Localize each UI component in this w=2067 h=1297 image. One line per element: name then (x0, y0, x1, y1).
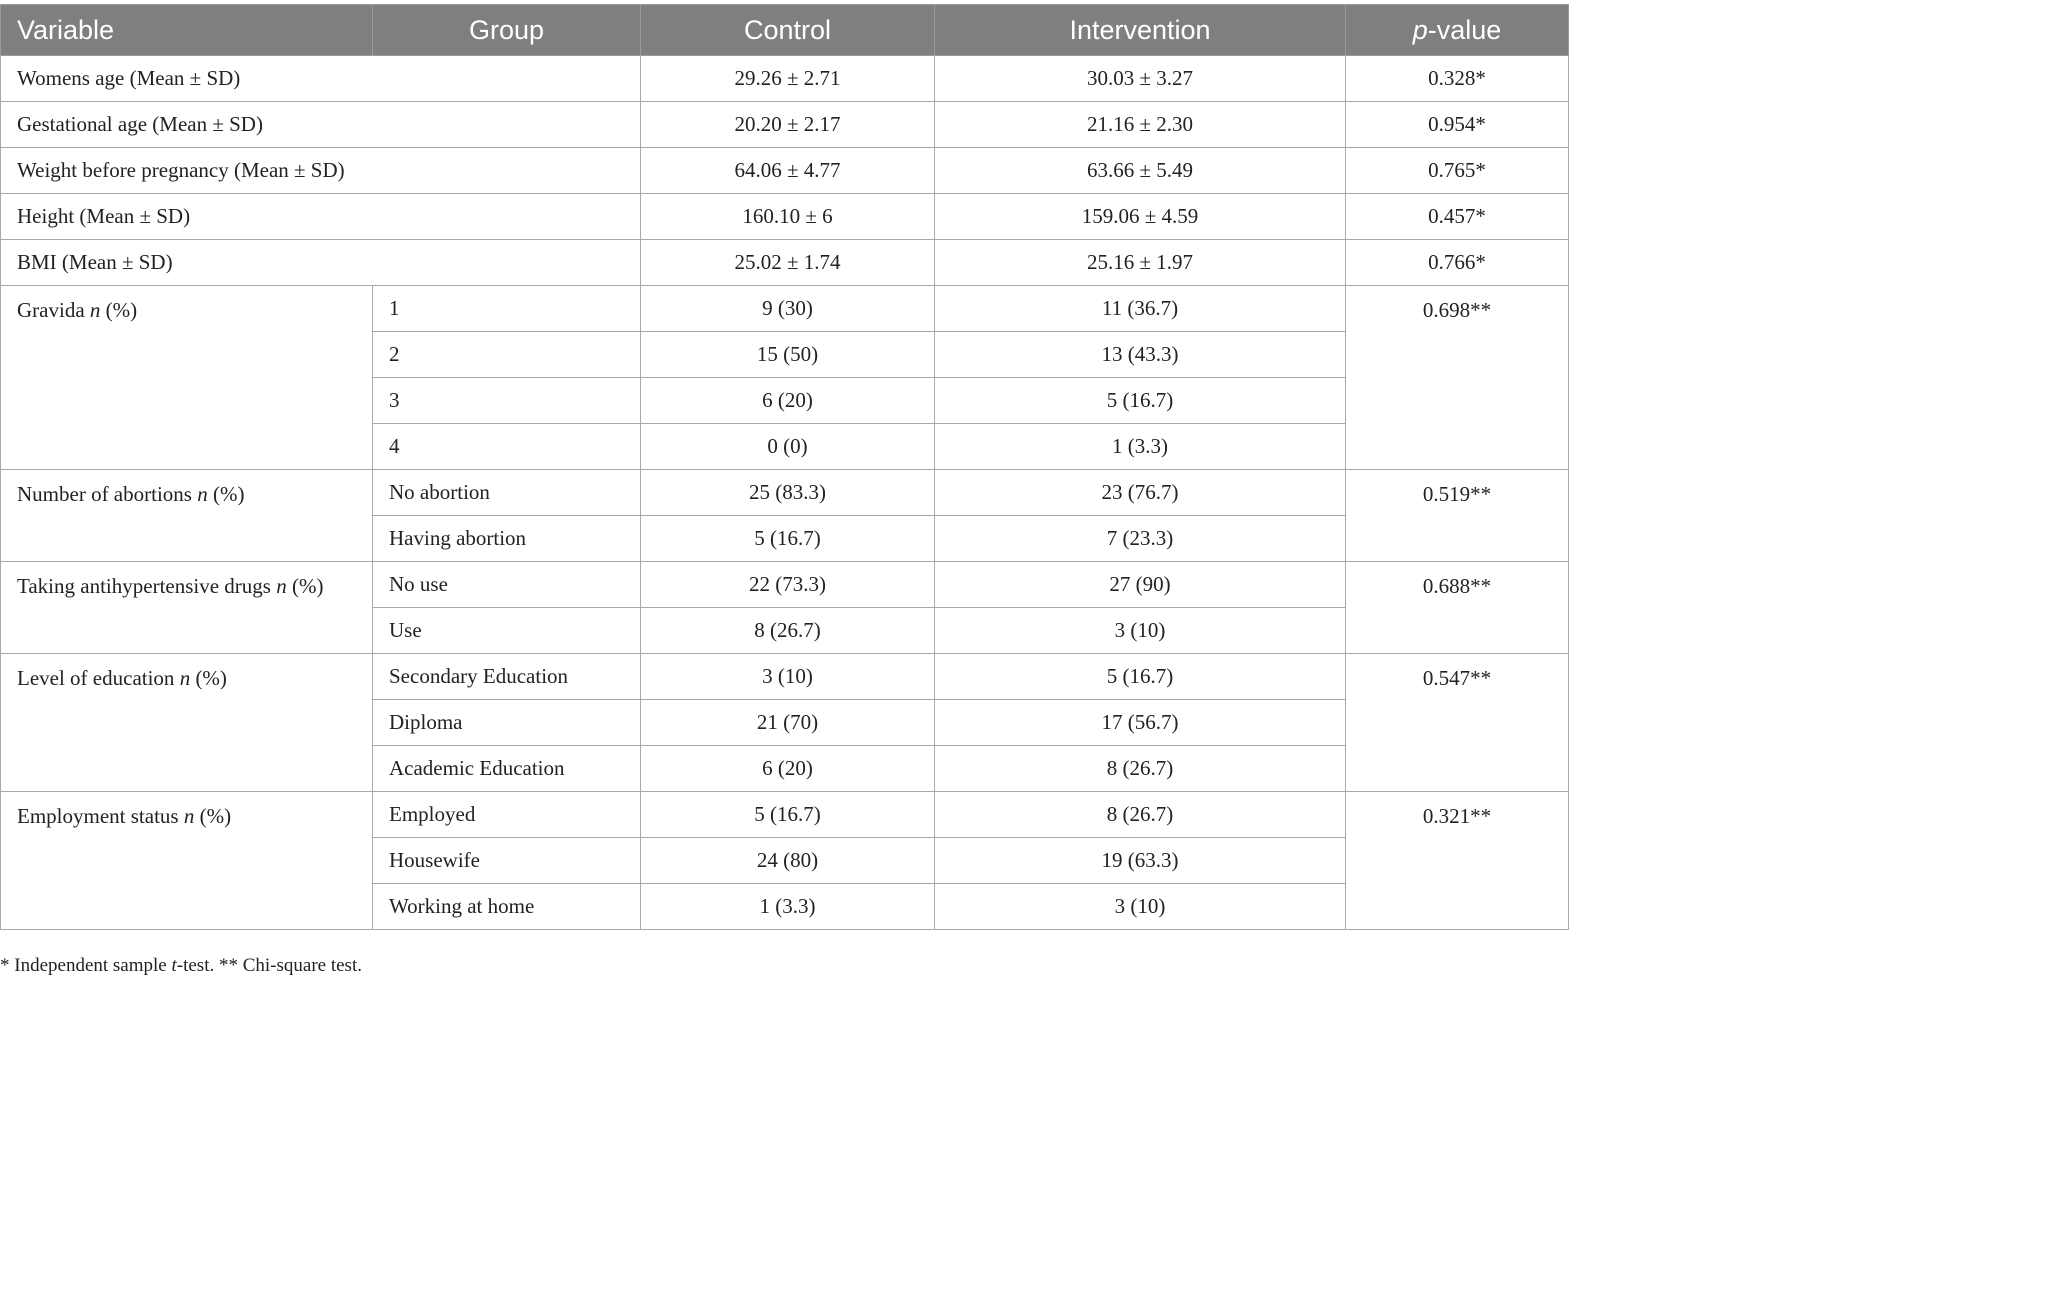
footnote-part2: -test. ** Chi-square test. (176, 955, 362, 976)
variable-cell: Weight before pregnancy (Mean ± SD) (1, 148, 641, 194)
variable-cell: BMI (Mean ± SD) (1, 240, 641, 286)
control-cell: 6 (20) (641, 378, 935, 424)
intervention-cell: 17 (56.7) (935, 700, 1346, 746)
group-cell: 3 (373, 378, 641, 424)
control-cell: 1 (3.3) (641, 884, 935, 930)
baseline-characteristics-table (0, 4, 1569, 930)
control-cell: 24 (80) (641, 838, 935, 884)
intervention-cell: 5 (16.7) (935, 654, 1346, 700)
n-italic-label: n (276, 574, 287, 598)
group-cell: 2 (373, 332, 641, 378)
intervention-cell: 159.06 ± 4.59 (935, 194, 1346, 240)
p-value-cell: 0.698** (1346, 286, 1569, 470)
control-cell: 8 (26.7) (641, 608, 935, 654)
intervention-cell: 27 (90) (935, 562, 1346, 608)
p-value-cell: 0.766* (1346, 240, 1569, 286)
p-value-cell: 0.547** (1346, 654, 1569, 792)
p-value-cell: 0.954* (1346, 102, 1569, 148)
intervention-cell: 11 (36.7) (935, 286, 1346, 332)
control-cell: 29.26 ± 2.71 (641, 56, 935, 102)
group-cell: Having abortion (373, 516, 641, 562)
group-cell: Working at home (373, 884, 641, 930)
intervention-cell: 7 (23.3) (935, 516, 1346, 562)
group-cell: Housewife (373, 838, 641, 884)
header-intervention: Intervention (935, 5, 1346, 56)
control-cell: 6 (20) (641, 746, 935, 792)
variable-cell (1, 470, 373, 562)
control-cell: 22 (73.3) (641, 562, 935, 608)
control-cell: 5 (16.7) (641, 792, 935, 838)
p-value-cell: 0.321** (1346, 792, 1569, 930)
variable-label: Level of education (17, 666, 175, 690)
group-cell: No use (373, 562, 641, 608)
group-cell: Diploma (373, 700, 641, 746)
table-header-row (1, 5, 1569, 56)
table-row (1, 792, 1569, 838)
intervention-cell: 25.16 ± 1.97 (935, 240, 1346, 286)
variable-cell: Womens age (Mean ± SD) (1, 56, 641, 102)
group-cell: Academic Education (373, 746, 641, 792)
intervention-cell: 13 (43.3) (935, 332, 1346, 378)
intervention-cell: 63.66 ± 5.49 (935, 148, 1346, 194)
intervention-cell: 23 (76.7) (935, 470, 1346, 516)
header-control: Control (641, 5, 935, 56)
control-cell: 64.06 ± 4.77 (641, 148, 935, 194)
intervention-cell: 3 (10) (935, 884, 1346, 930)
control-cell: 20.20 ± 2.17 (641, 102, 935, 148)
table-row (1, 654, 1569, 700)
variable-cell (1, 562, 373, 654)
p-value-cell: 0.688** (1346, 562, 1569, 654)
table-footnote (0, 955, 362, 977)
header-group: Group (373, 5, 641, 56)
variable-label: Number of abortions (17, 482, 192, 506)
intervention-cell: 1 (3.3) (935, 424, 1346, 470)
table-row (1, 562, 1569, 608)
intervention-cell: 8 (26.7) (935, 746, 1346, 792)
variable-cell: Height (Mean ± SD) (1, 194, 641, 240)
table-row (1, 56, 1569, 102)
table-row (1, 470, 1569, 516)
table-row (1, 286, 1569, 332)
table-body (1, 56, 1569, 930)
percent-label: (%) (291, 574, 324, 598)
footnote-t-italic: t (171, 955, 177, 976)
p-value-cell: 0.457* (1346, 194, 1569, 240)
variable-cell: Gestational age (Mean ± SD) (1, 102, 641, 148)
variable-label: Gravida (17, 298, 85, 322)
table-row (1, 194, 1569, 240)
control-cell: 0 (0) (641, 424, 935, 470)
table-row (1, 240, 1569, 286)
percent-label: (%) (195, 666, 227, 690)
p-value-cell: 0.519** (1346, 470, 1569, 562)
control-cell: 3 (10) (641, 654, 935, 700)
n-italic-label: n (183, 804, 195, 828)
control-cell: 160.10 ± 6 (641, 194, 935, 240)
intervention-cell: 19 (63.3) (935, 838, 1346, 884)
variable-cell (1, 654, 373, 792)
control-cell: 15 (50) (641, 332, 935, 378)
variable-cell (1, 792, 373, 930)
footnote-part1: * Independent sample (0, 955, 172, 976)
group-cell: 1 (373, 286, 641, 332)
percent-label: (%) (105, 298, 138, 322)
intervention-cell: 3 (10) (935, 608, 1346, 654)
control-cell: 21 (70) (641, 700, 935, 746)
group-cell: Use (373, 608, 641, 654)
group-cell: 4 (373, 424, 641, 470)
p-value-cell: 0.328* (1346, 56, 1569, 102)
variable-cell (1, 286, 373, 470)
variable-label: Taking antihypertensive drugs (17, 574, 271, 598)
header-p-italic: p (1412, 14, 1428, 45)
control-cell: 9 (30) (641, 286, 935, 332)
header-p-rest: -value (1427, 14, 1502, 45)
percent-label: (%) (212, 482, 245, 506)
intervention-cell: 21.16 ± 2.30 (935, 102, 1346, 148)
variable-label: Employment status (17, 804, 179, 828)
n-italic-label: n (197, 482, 208, 506)
group-cell: No abortion (373, 470, 641, 516)
table-row (1, 102, 1569, 148)
percent-label: (%) (199, 804, 232, 828)
header-variable: Variable (1, 5, 373, 56)
n-italic-label: n (179, 666, 191, 690)
control-cell: 25 (83.3) (641, 470, 935, 516)
intervention-cell: 30.03 ± 3.27 (935, 56, 1346, 102)
n-italic-label: n (89, 298, 101, 322)
p-value-cell: 0.765* (1346, 148, 1569, 194)
control-cell: 5 (16.7) (641, 516, 935, 562)
header-p-value (1346, 5, 1569, 56)
intervention-cell: 5 (16.7) (935, 378, 1346, 424)
table-row (1, 148, 1569, 194)
group-cell: Employed (373, 792, 641, 838)
control-cell: 25.02 ± 1.74 (641, 240, 935, 286)
intervention-cell: 8 (26.7) (935, 792, 1346, 838)
group-cell: Secondary Education (373, 654, 641, 700)
